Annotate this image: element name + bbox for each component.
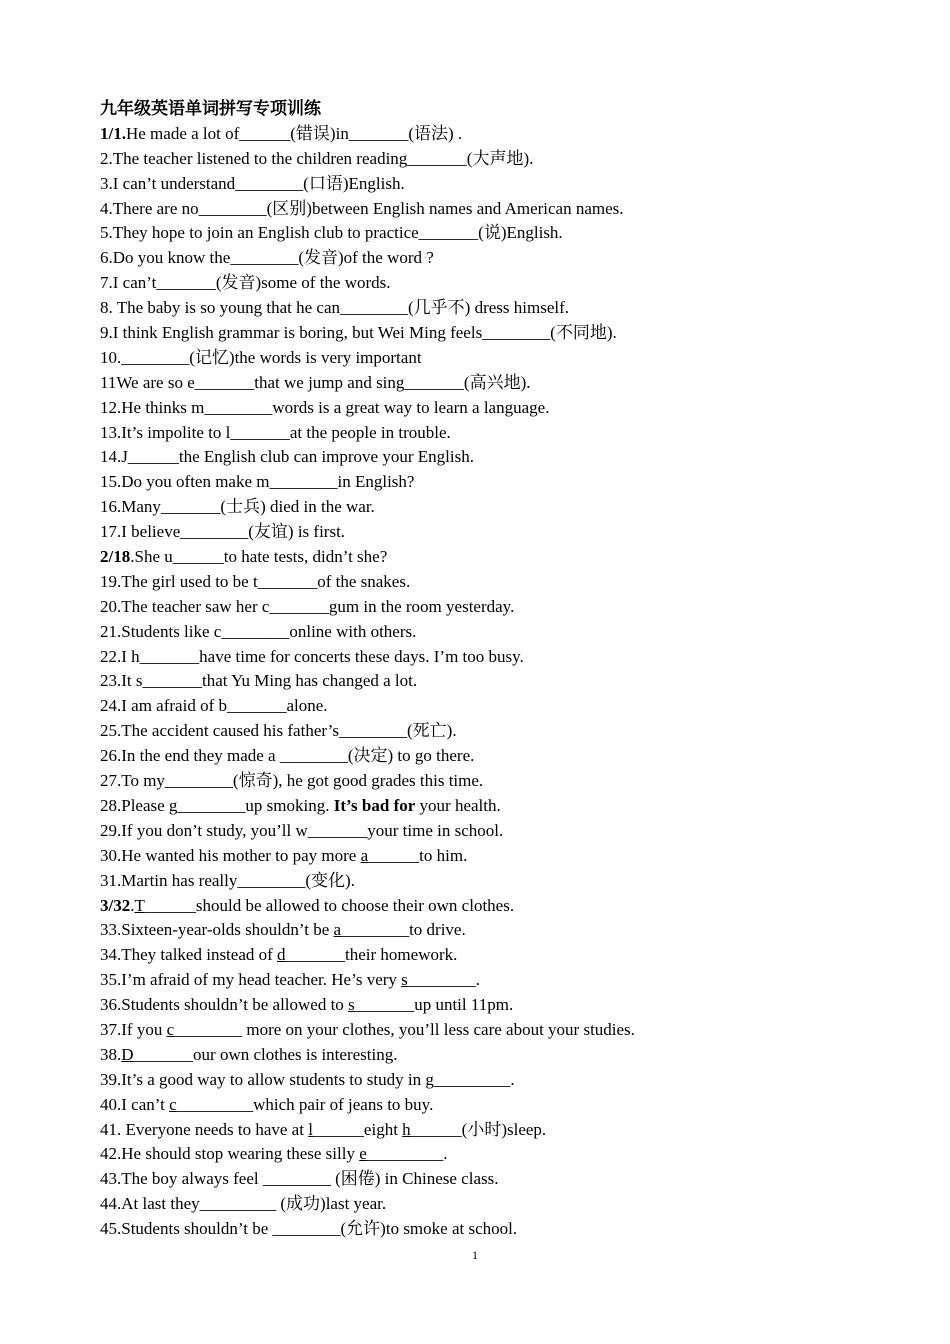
exercise-text: 42.He should stop wearing these silly — [100, 1144, 360, 1164]
exercise-text: 39.It’s a good way to allow students to study in — [100, 1069, 426, 1089]
exercise-text: ________to drive. — [341, 920, 466, 940]
exercise-text: 7.I can’t_______(发音)some of the words. — [100, 273, 391, 293]
exercise-text: 41. Everyone needs to have at — [100, 1119, 309, 1139]
exercise-line — [100, 520, 920, 545]
exercise-text: 45.Students shouldn’t be ________(允许)to smoke at school. — [100, 1219, 518, 1239]
exercise-text: 30.He wanted his mother to pay more — [100, 845, 361, 865]
exercise-line — [100, 371, 920, 396]
exercise-text: 29.If you don’t study, you’ll w_______your time in school. — [100, 820, 504, 840]
exercise-text: ______eight — [312, 1119, 403, 1139]
exercise-line — [100, 645, 920, 670]
exercise-text: 24.I am afraid of b_______alone. — [100, 696, 328, 716]
exercise-line — [100, 346, 920, 371]
exercise-text: 3/32 — [100, 895, 131, 915]
exercise-text: c — [169, 1094, 177, 1114]
exercise-text: _________. — [366, 1144, 448, 1164]
exercise-line — [100, 1043, 920, 1068]
exercise-line — [100, 147, 920, 172]
exercise-text: 17.I believe________(友谊) is first. — [100, 522, 346, 542]
exercise-text: ________. — [407, 970, 481, 990]
exercise-text: 13.It’s impolite to l_______at the people in trouble. — [100, 422, 451, 442]
exercise-text: a — [333, 920, 342, 940]
exercise-text: ______should be allowed to choose their own clothes. — [144, 895, 515, 915]
exercise-text: T — [134, 895, 145, 915]
exercise-text: . — [130, 895, 135, 915]
exercise-line — [100, 894, 920, 919]
exercise-text: d — [277, 945, 286, 965]
exercise-text: .She u______to hate tests, didn’t she? — [130, 547, 388, 567]
exercise-line — [100, 993, 920, 1018]
exercise-line — [100, 396, 920, 421]
exercise-text: 3.I can’t understand________(口语)English. — [100, 173, 405, 193]
exercise-line — [100, 545, 920, 570]
exercise-line — [100, 495, 920, 520]
exercise-line — [100, 1167, 920, 1192]
exercise-text: s — [348, 995, 355, 1015]
exercise-text: 36.Students shouldn’t be allowed to — [100, 995, 349, 1015]
exercise-line — [100, 943, 920, 968]
exercise-text: ______to him. — [368, 845, 468, 865]
exercise-text: g — [425, 1069, 434, 1089]
exercise-line — [100, 595, 920, 620]
exercise-text: s — [401, 970, 408, 990]
exercise-line — [100, 769, 920, 794]
exercise-text: ______(小时)sleep. — [410, 1119, 547, 1139]
exercise-line — [100, 819, 920, 844]
exercise-text: 22.I h_______have time for concerts these days. I’m too busy. — [100, 646, 524, 666]
exercise-line — [100, 1142, 920, 1167]
exercise-text: 25.The accident caused his father’s________(死亡). — [100, 721, 457, 741]
exercise-text: 10.________(记忆)the words is very important — [100, 347, 422, 367]
exercise-line — [100, 321, 920, 346]
exercise-line — [100, 421, 920, 446]
exercise-text: 19.The girl used to be t_______of the snakes. — [100, 571, 411, 591]
exercise-line — [100, 1018, 920, 1043]
exercise-line — [100, 271, 920, 296]
exercise-line — [100, 470, 920, 495]
exercise-text: 27.To my________(惊奇), he got good grades this time. — [100, 771, 484, 791]
exercise-text: 20.The teacher saw her c_______gum in the room yesterday. — [100, 596, 515, 616]
document-body — [100, 97, 920, 1242]
exercise-text: 15.Do you often make m________in English? — [100, 472, 415, 492]
exercise-text: 14.J______the English club can improve your English. — [100, 447, 474, 467]
exercise-text: 33.Sixteen-year-olds shouldn’t be — [100, 920, 334, 940]
exercise-text: It’s bad for — [333, 795, 416, 815]
exercise-line — [100, 794, 920, 819]
exercise-text: 12.He thinks m________words is a great way to learn a language. — [100, 397, 550, 417]
exercise-line — [100, 1068, 920, 1093]
exercise-text: your health. — [415, 795, 501, 815]
exercise-line — [100, 172, 920, 197]
page-number: 1 — [472, 1248, 478, 1262]
exercise-list — [100, 122, 920, 1242]
exercise-line — [100, 918, 920, 943]
document-title: 九年级英语单词拼写专项训练 — [100, 99, 321, 118]
exercise-text: 2.The teacher listened to the children reading_______(大声地). — [100, 148, 534, 168]
exercise-text: 6.Do you know the________(发音)of the word ? — [100, 248, 434, 268]
exercise-line — [100, 1192, 920, 1217]
exercise-text: _______their homework. — [285, 945, 458, 965]
exercise-line — [100, 669, 920, 694]
exercise-line — [100, 719, 920, 744]
exercise-line — [100, 968, 920, 993]
exercise-line — [100, 221, 920, 246]
exercise-text: e — [359, 1144, 367, 1164]
exercise-text: 16.Many_______(士兵) died in the war. — [100, 497, 375, 517]
exercise-line — [100, 1093, 920, 1118]
exercise-text: 40.I can’t — [100, 1094, 170, 1114]
exercise-line — [100, 1118, 920, 1143]
exercise-text: _________. — [433, 1069, 515, 1089]
exercise-text: 37.If you — [100, 1019, 167, 1039]
exercise-text: a — [360, 845, 369, 865]
exercise-line — [100, 744, 920, 769]
exercise-text: 35.I’m afraid of my head teacher. He’s very — [100, 970, 402, 990]
exercise-line — [100, 445, 920, 470]
exercise-line — [100, 869, 920, 894]
exercise-text: 2/18 — [100, 547, 131, 567]
exercise-line — [100, 197, 920, 222]
exercise-text: c — [166, 1019, 175, 1039]
exercise-text: _________which pair of jeans to buy. — [176, 1094, 434, 1114]
exercise-text: 43.The boy always feel ________ (困倦) in Chinese class. — [100, 1169, 499, 1189]
exercise-text: ________ more on your clothes, you’ll less care about your studies. — [174, 1019, 635, 1039]
exercise-line — [100, 620, 920, 645]
exercise-text: 31.Martin has really________(变化). — [100, 870, 355, 890]
exercise-text: 5.They hope to join an English club to practice_______(说)English. — [100, 223, 563, 243]
exercise-text: 1/1. — [100, 123, 126, 143]
exercise-text: D — [121, 1044, 134, 1064]
exercise-text: 23.It s_______that Yu Ming has changed a lot. — [100, 671, 418, 691]
exercise-text: l — [308, 1119, 313, 1139]
exercise-text: h — [402, 1119, 411, 1139]
exercise-text: _______up until 11pm. — [354, 995, 514, 1015]
exercise-text: 9.I think English grammar is boring, but Wei Ming feels________(不同地). — [100, 323, 617, 343]
exercise-line — [100, 844, 920, 869]
exercise-line — [100, 246, 920, 271]
exercise-text: 38. — [100, 1044, 122, 1064]
exercise-text: 21.Students like c________online with others. — [100, 621, 417, 641]
exercise-line — [100, 1217, 920, 1242]
exercise-line — [100, 122, 920, 147]
exercise-line — [100, 570, 920, 595]
exercise-text: He made a lot of______(错误)in_______(语法) . — [125, 123, 463, 143]
exercise-line — [100, 296, 920, 321]
exercise-text: _______our own clothes is interesting. — [133, 1044, 398, 1064]
exercise-text: 26.In the end they made a ________(决定) to go there. — [100, 746, 475, 766]
exercise-text: 34.They talked instead of — [100, 945, 278, 965]
exercise-text: 8. The baby is so young that he can________(几乎不) dress himself. — [100, 298, 570, 318]
exercise-text: 28.Please g________up smoking. — [100, 795, 334, 815]
exercise-text: 44.At last they_________ (成功)last year. — [100, 1194, 387, 1214]
exercise-text: 4.There are no________(区别)between English names and American names. — [100, 198, 624, 218]
exercise-line — [100, 694, 920, 719]
exercise-text: 11We are so e_______that we jump and sing_______(高兴地). — [100, 372, 531, 392]
